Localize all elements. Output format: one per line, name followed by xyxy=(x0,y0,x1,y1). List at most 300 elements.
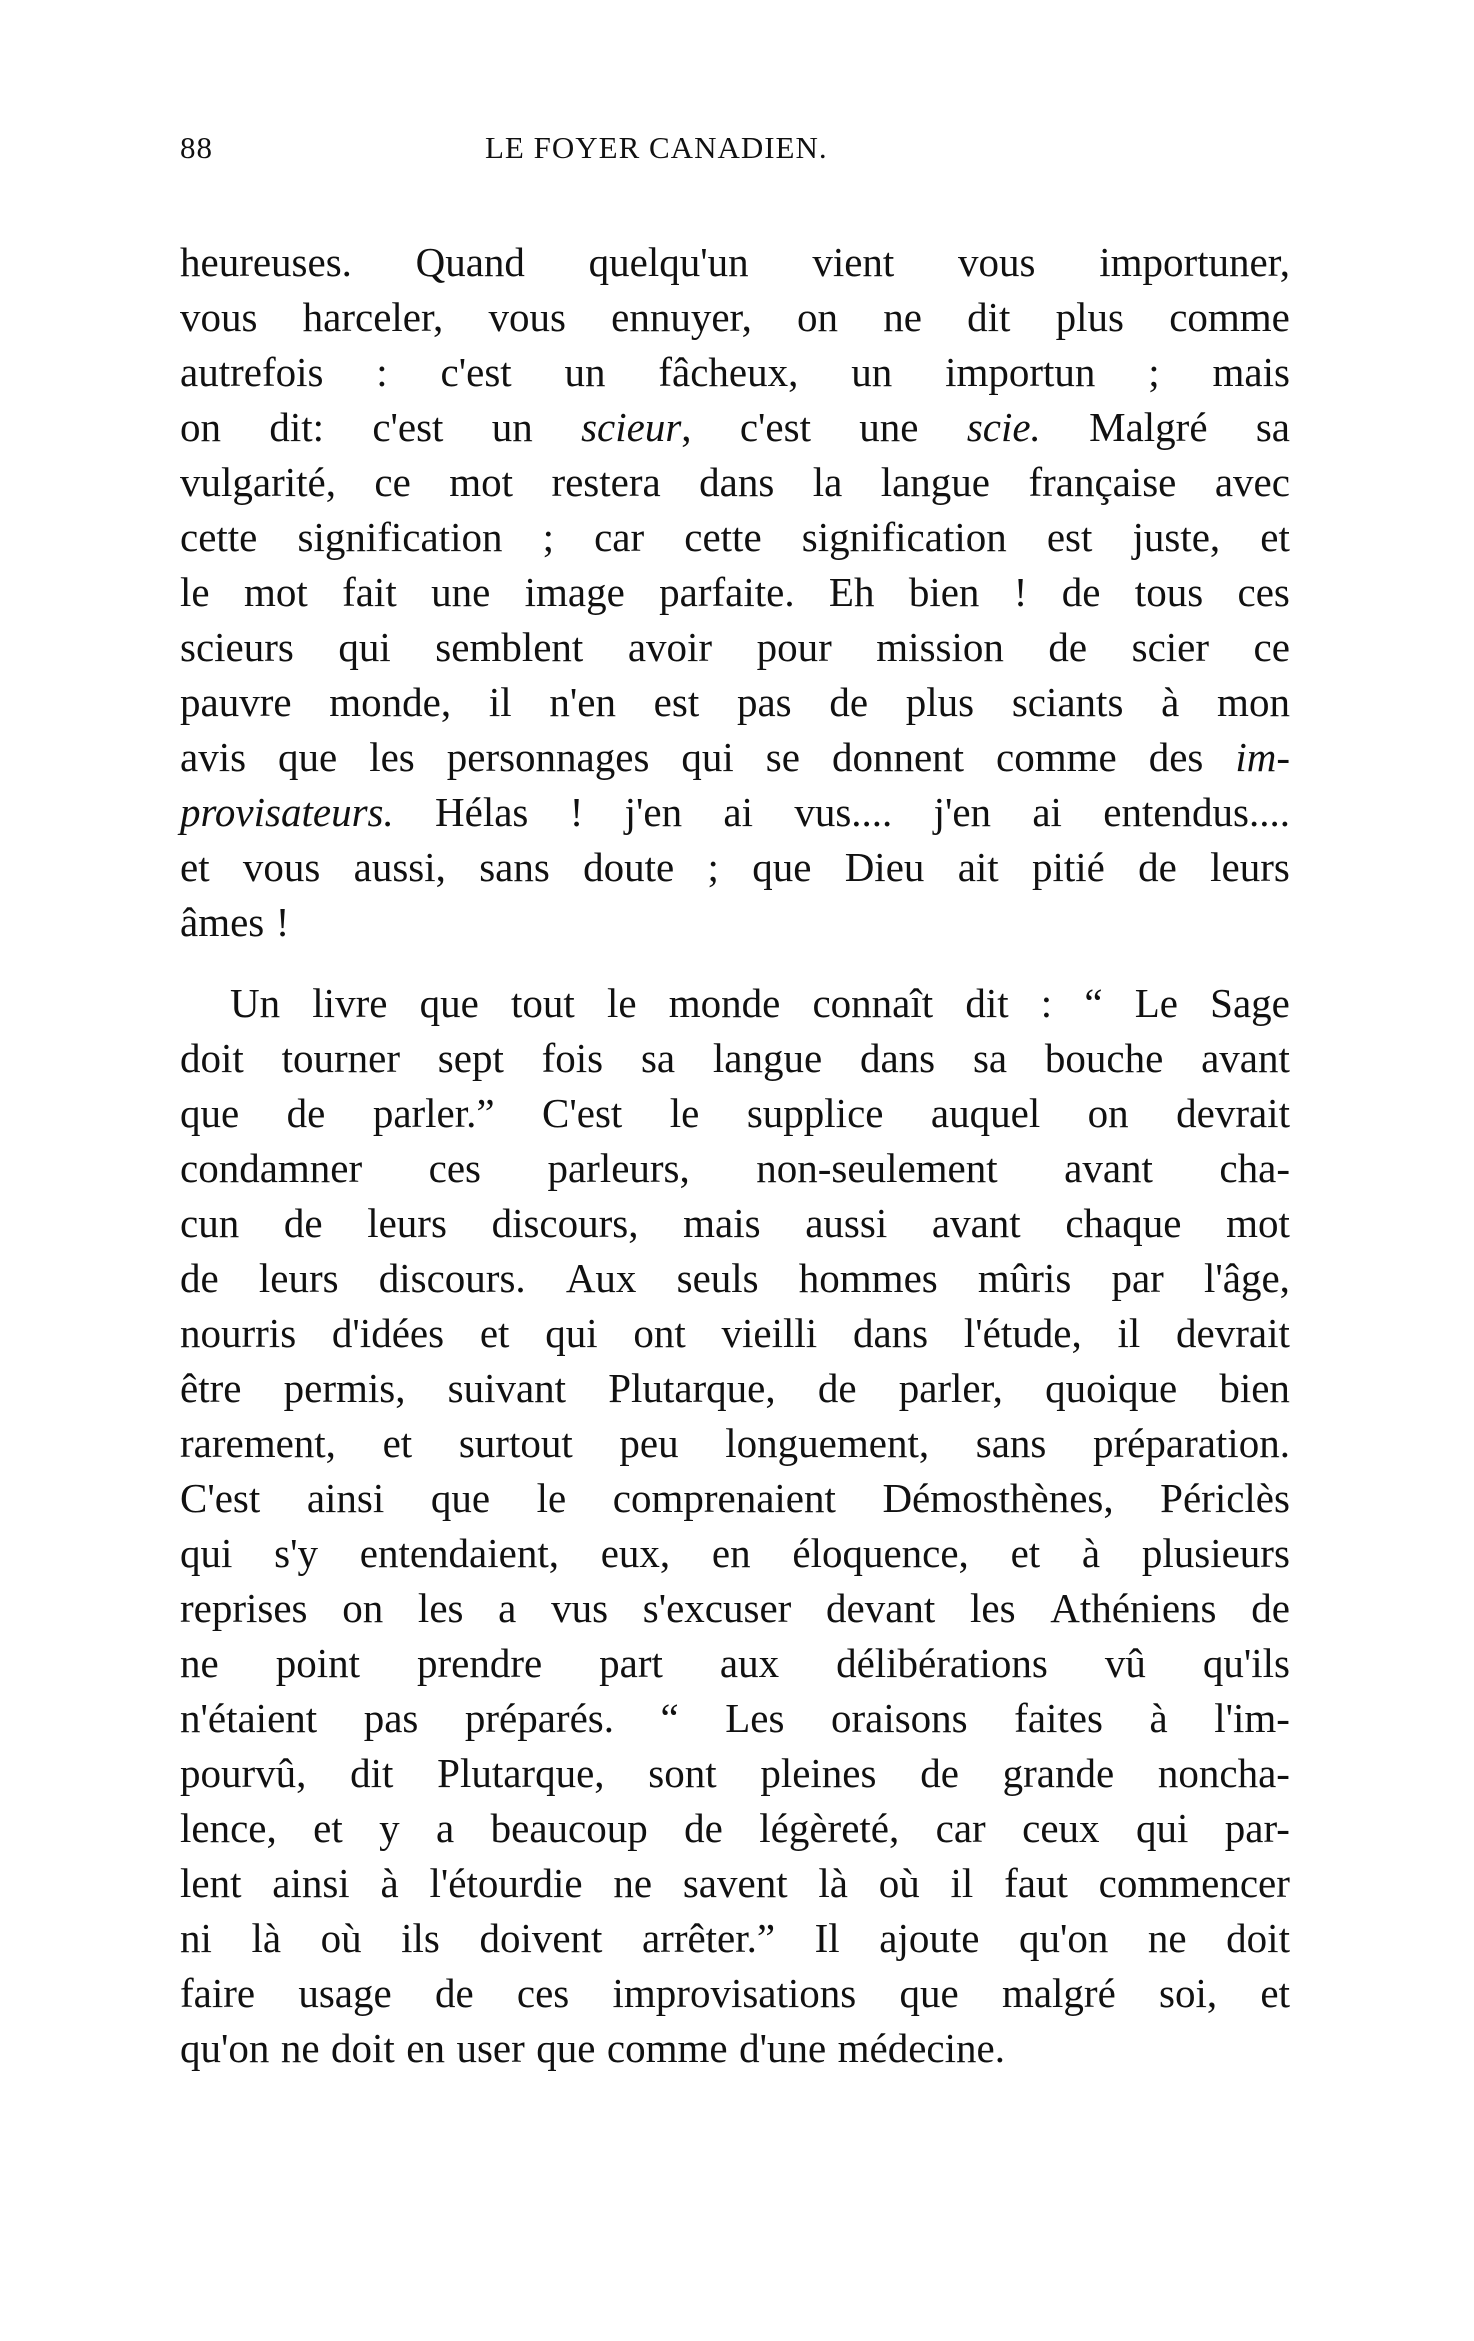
word: ils xyxy=(401,1915,440,1961)
word: de xyxy=(1048,624,1088,670)
word: personnages xyxy=(446,734,650,780)
word: leurs xyxy=(367,1200,447,1246)
word: plus xyxy=(905,679,975,725)
word: mon xyxy=(1217,679,1290,725)
word: quelqu'un xyxy=(588,239,749,285)
word: Les xyxy=(725,1695,785,1741)
word: chaque xyxy=(1065,1200,1182,1246)
word: provisateurs. xyxy=(180,789,394,835)
word: ajoute xyxy=(879,1915,980,1961)
text-line xyxy=(180,895,1290,950)
word: sept xyxy=(437,1035,504,1081)
word: pas xyxy=(363,1695,419,1741)
word: doute xyxy=(583,844,675,890)
word: la xyxy=(812,459,843,505)
word: scieur, xyxy=(581,404,692,450)
word: les xyxy=(970,1585,1016,1631)
word: doit xyxy=(180,1035,244,1081)
word: ce xyxy=(1253,624,1290,670)
word: importuner, xyxy=(1099,239,1290,285)
word: Quand xyxy=(415,239,525,285)
word: en xyxy=(711,1530,751,1576)
word: une xyxy=(431,569,491,615)
text-line xyxy=(180,1251,1290,1306)
word: française xyxy=(1028,459,1177,505)
word: usage xyxy=(298,1970,392,2016)
word: monde, xyxy=(329,679,452,725)
word: j'en xyxy=(933,789,992,835)
word: vient xyxy=(812,239,895,285)
text-line xyxy=(180,1526,1290,1581)
word: qui xyxy=(1135,1805,1189,1851)
text-line xyxy=(180,1581,1290,1636)
word: lent xyxy=(180,1860,242,1906)
word: aussi xyxy=(805,1200,888,1246)
word: les xyxy=(369,734,415,780)
word: j'en xyxy=(624,789,683,835)
word: vous xyxy=(488,294,566,340)
running-title: LE FOYER CANADIEN. xyxy=(485,130,828,165)
word: c'est xyxy=(440,349,512,395)
word: a xyxy=(436,1805,455,1851)
word: comme xyxy=(1169,294,1290,340)
word: ; xyxy=(1148,349,1160,395)
word: sans xyxy=(975,1420,1047,1466)
word: sont xyxy=(648,1750,717,1796)
word: devant xyxy=(826,1585,936,1631)
word: il xyxy=(488,679,512,725)
word: le xyxy=(606,980,637,1026)
word: cha- xyxy=(1219,1145,1290,1191)
word: se xyxy=(765,734,800,780)
word: l'âge, xyxy=(1204,1255,1290,1301)
word: autrefois xyxy=(180,349,324,395)
word: ai xyxy=(723,789,754,835)
word: supplice xyxy=(746,1090,884,1136)
text-line xyxy=(180,1196,1290,1251)
word: qui xyxy=(545,1310,598,1356)
word: Aux xyxy=(565,1255,637,1301)
word: discours, xyxy=(491,1200,639,1246)
word: qu'on xyxy=(180,2025,270,2071)
word: parfaite. xyxy=(659,569,795,615)
word: que xyxy=(430,1475,491,1521)
text-line xyxy=(180,1746,1290,1801)
word: image xyxy=(524,569,625,615)
word: s'excuser xyxy=(642,1585,792,1631)
word: doivent xyxy=(479,1915,603,1961)
word: en xyxy=(406,2025,445,2071)
word: leurs xyxy=(258,1255,339,1301)
word: ne xyxy=(613,1860,653,1906)
word: doit xyxy=(331,2025,395,2071)
word: préparation. xyxy=(1093,1420,1290,1466)
word: le xyxy=(536,1475,567,1521)
word: de xyxy=(283,1200,323,1246)
word: et xyxy=(313,1805,343,1851)
word: longuement, xyxy=(725,1420,930,1466)
word: ces xyxy=(1237,569,1290,615)
word: de xyxy=(434,1970,474,2016)
word: dans xyxy=(699,459,775,505)
word: avant xyxy=(1201,1035,1290,1081)
word: de xyxy=(180,1255,219,1301)
text-line xyxy=(180,1911,1290,1966)
word: faire xyxy=(180,1970,256,2016)
word: soi, xyxy=(1159,1970,1218,2016)
word: peu xyxy=(619,1420,679,1466)
word: et xyxy=(1260,1970,1290,2016)
word: ainsi xyxy=(272,1860,350,1906)
text-line xyxy=(180,1636,1290,1691)
word: ne xyxy=(280,2025,320,2071)
text-line xyxy=(180,1306,1290,1361)
word: est xyxy=(1046,514,1093,560)
word: hommes xyxy=(798,1255,938,1301)
word: ne xyxy=(1147,1915,1187,1961)
word: que xyxy=(752,844,812,890)
text-line xyxy=(180,290,1290,345)
word: l'im- xyxy=(1214,1695,1290,1741)
word: car xyxy=(594,514,645,560)
word: Démosthènes, xyxy=(882,1475,1114,1521)
word: Plutarque, xyxy=(437,1750,605,1796)
word: C'est xyxy=(180,1475,261,1521)
word: légèreté, xyxy=(759,1805,900,1851)
word: où xyxy=(320,1915,362,1961)
word: cun xyxy=(180,1200,240,1246)
page-header xyxy=(180,130,1290,190)
word: là xyxy=(251,1915,282,1961)
word: le xyxy=(180,569,210,615)
word: pleines xyxy=(760,1750,877,1796)
word: et xyxy=(180,844,210,890)
word: harceler, xyxy=(302,294,444,340)
text-line xyxy=(180,976,1290,1031)
word: Dieu xyxy=(844,844,925,890)
word: les xyxy=(417,1585,464,1631)
word: c'est xyxy=(739,404,811,450)
word: qui xyxy=(681,734,734,780)
word: parleurs, xyxy=(547,1145,690,1191)
word: médecine. xyxy=(837,2025,1005,2071)
word: semblent xyxy=(435,624,584,670)
word: rarement, xyxy=(180,1420,336,1466)
text-line xyxy=(180,235,1290,290)
word: mot xyxy=(243,569,308,615)
word: pour xyxy=(756,624,832,670)
word: vû xyxy=(1104,1640,1146,1686)
word: ont xyxy=(633,1310,686,1356)
word: on xyxy=(797,294,839,340)
text-line xyxy=(180,1031,1290,1086)
word: surtout xyxy=(458,1420,573,1466)
word: y xyxy=(379,1805,400,1851)
word: à xyxy=(380,1860,399,1906)
text-line xyxy=(180,400,1290,455)
word: de xyxy=(920,1750,959,1796)
word: tout xyxy=(510,980,575,1026)
word: entendus.... xyxy=(1103,789,1290,835)
word: signification xyxy=(801,514,1007,560)
word: et xyxy=(382,1420,413,1466)
word: improvisations xyxy=(612,1970,857,2016)
word: faites xyxy=(1014,1695,1103,1741)
word: mission xyxy=(876,624,1004,670)
word: donnent xyxy=(831,734,965,780)
word: vus xyxy=(551,1585,609,1631)
word: Un xyxy=(230,980,281,1026)
text-line xyxy=(180,785,1290,840)
text-line xyxy=(180,1471,1290,1526)
word: par- xyxy=(1224,1805,1290,1851)
word: de xyxy=(829,679,869,725)
word: que xyxy=(278,734,338,780)
word: Plutarque, xyxy=(608,1365,776,1411)
word: ne xyxy=(180,1640,219,1686)
text-line xyxy=(180,565,1290,620)
word: et xyxy=(1260,514,1290,560)
word: de xyxy=(1061,569,1101,615)
word: l'étourdie xyxy=(429,1860,583,1906)
word: et xyxy=(479,1310,510,1356)
word: sciants xyxy=(1011,679,1124,725)
word: dit: xyxy=(269,404,324,450)
word: scier xyxy=(1131,624,1210,670)
text-line xyxy=(180,455,1290,510)
word: ces xyxy=(428,1145,481,1191)
word: c'est xyxy=(372,404,444,450)
word: savent xyxy=(682,1860,788,1906)
word: parler.” xyxy=(372,1090,495,1136)
word: langue xyxy=(880,459,991,505)
word: dit xyxy=(967,294,1011,340)
word: dans xyxy=(859,1035,936,1081)
word: discours. xyxy=(378,1255,526,1301)
word: Le xyxy=(1134,980,1178,1026)
word: on xyxy=(180,404,221,450)
word: Hélas xyxy=(435,789,529,835)
word: âmes xyxy=(180,899,265,945)
word: non-seulement xyxy=(756,1145,998,1191)
word: ai xyxy=(1032,789,1062,835)
word: d'une xyxy=(739,2025,827,2071)
word: et xyxy=(1010,1530,1041,1576)
word: qui xyxy=(180,1530,233,1576)
word: un xyxy=(564,349,606,395)
word: ait xyxy=(957,844,999,890)
word: seuls xyxy=(676,1255,759,1301)
word: restera xyxy=(551,459,661,505)
word: Athéniens xyxy=(1050,1585,1217,1631)
word: C'est xyxy=(542,1090,623,1136)
word: bien xyxy=(908,569,980,615)
word: ni xyxy=(180,1915,212,1961)
text-line xyxy=(180,510,1290,565)
word: que xyxy=(536,2025,596,2071)
word: arrêter.” xyxy=(641,1915,776,1961)
body-text xyxy=(180,235,1290,2076)
word: vous xyxy=(180,294,258,340)
word: Périclès xyxy=(1160,1475,1290,1521)
text-line xyxy=(180,1141,1290,1196)
word: aussi, xyxy=(353,844,446,890)
word: sa xyxy=(640,1035,676,1081)
word: mûris xyxy=(977,1255,1072,1301)
word: devrait xyxy=(1176,1310,1290,1356)
text-line xyxy=(180,345,1290,400)
word: prendre xyxy=(416,1640,543,1686)
word: le xyxy=(669,1090,700,1136)
word: livre xyxy=(312,980,388,1026)
word: ainsi xyxy=(306,1475,385,1521)
word: avec xyxy=(1214,459,1290,505)
word: qu'ils xyxy=(1202,1640,1290,1686)
word: Malgré xyxy=(1089,404,1208,450)
word: pas xyxy=(736,679,792,725)
word: comme xyxy=(996,734,1117,780)
word: im- xyxy=(1235,734,1290,780)
word: pauvre xyxy=(180,679,292,725)
word: avant xyxy=(931,1200,1021,1246)
word: leurs xyxy=(1210,844,1290,890)
word: Sage xyxy=(1210,980,1290,1026)
word: avant xyxy=(1064,1145,1153,1191)
word: user xyxy=(456,2025,525,2071)
word: “ xyxy=(1084,980,1103,1026)
word: de xyxy=(1138,844,1177,890)
word: par xyxy=(1111,1255,1164,1301)
word: de xyxy=(684,1805,723,1851)
word: fois xyxy=(541,1035,604,1081)
text-line xyxy=(180,1416,1290,1471)
word: à xyxy=(1161,679,1180,725)
word: de xyxy=(286,1090,326,1136)
word: permis, xyxy=(283,1365,406,1411)
text-line xyxy=(180,730,1290,785)
word: cette xyxy=(684,514,762,560)
word: mot xyxy=(449,459,514,505)
word: éloquence, xyxy=(792,1530,969,1576)
word: mot xyxy=(1226,1200,1290,1246)
word: parler, xyxy=(898,1365,1003,1411)
word: que xyxy=(899,1970,959,2016)
word: un xyxy=(851,349,893,395)
text-line xyxy=(180,620,1290,675)
word: eux, xyxy=(600,1530,671,1576)
word: bien xyxy=(1219,1365,1290,1411)
word: part xyxy=(599,1640,663,1686)
word: comme xyxy=(606,2025,728,2071)
text-line xyxy=(180,2021,1290,2076)
word: faut xyxy=(1004,1860,1068,1906)
text-line xyxy=(180,1691,1290,1746)
word: sans xyxy=(479,844,550,890)
word: vieilli xyxy=(721,1310,818,1356)
word: délibérations xyxy=(836,1640,1048,1686)
text-line xyxy=(180,1966,1290,2021)
word: mais xyxy=(1212,349,1290,395)
word: auquel xyxy=(930,1090,1041,1136)
text-line xyxy=(180,1801,1290,1856)
word: qui xyxy=(338,624,391,670)
text-line xyxy=(180,1856,1290,1911)
word: lence, xyxy=(180,1805,277,1851)
word: de xyxy=(1251,1585,1290,1631)
word: ; xyxy=(542,514,554,560)
text-line xyxy=(180,1086,1290,1141)
word: pitié xyxy=(1031,844,1105,890)
word: est xyxy=(653,679,700,725)
word: être xyxy=(180,1365,242,1411)
word: à xyxy=(1081,1530,1101,1576)
word: heureuses. xyxy=(180,239,352,285)
word: ! xyxy=(275,899,290,945)
word: tous xyxy=(1134,569,1204,615)
word: un xyxy=(491,404,533,450)
word: qu'on xyxy=(1018,1915,1109,1961)
word: fait xyxy=(342,569,397,615)
word: s'y xyxy=(274,1530,318,1576)
book-page xyxy=(180,130,1290,2076)
word: vus.... xyxy=(794,789,893,835)
paragraph-gap xyxy=(180,950,1290,976)
word: ennuyer, xyxy=(611,294,752,340)
word: sa xyxy=(1255,404,1290,450)
word: avis xyxy=(180,734,247,780)
word: ! xyxy=(1013,569,1028,615)
word: : xyxy=(376,349,388,395)
word: on xyxy=(1087,1090,1129,1136)
word: vulgarité, xyxy=(180,459,336,505)
word: a xyxy=(498,1585,517,1631)
word: tourner xyxy=(281,1035,400,1081)
word: Eh xyxy=(828,569,875,615)
word: dit xyxy=(965,980,1009,1026)
text-line xyxy=(180,840,1290,895)
word: Il xyxy=(814,1915,840,1961)
word: d'idées xyxy=(331,1310,445,1356)
word: signification xyxy=(297,514,503,560)
word: entendaient, xyxy=(359,1530,559,1576)
word: “ xyxy=(660,1695,679,1741)
word: : xyxy=(1040,980,1053,1026)
word: n'étaient xyxy=(180,1695,318,1741)
word: des xyxy=(1148,734,1204,780)
word: vous xyxy=(242,844,321,890)
word: juste, xyxy=(1132,514,1221,560)
text-line xyxy=(180,1361,1290,1416)
word: préparés. xyxy=(464,1695,614,1741)
word: importun xyxy=(945,349,1096,395)
word: condamner xyxy=(180,1145,363,1191)
word: suivant xyxy=(447,1365,567,1411)
word: dans xyxy=(852,1310,929,1356)
word: scieurs xyxy=(180,624,294,670)
word: noncha- xyxy=(1157,1750,1290,1796)
word: ce xyxy=(374,459,411,505)
word: plus xyxy=(1055,294,1124,340)
word: connaît xyxy=(812,980,934,1026)
word: bouche xyxy=(1044,1035,1164,1081)
word: scie. xyxy=(966,404,1041,450)
word: point xyxy=(275,1640,360,1686)
word: aux xyxy=(719,1640,780,1686)
word: sa xyxy=(972,1035,1008,1081)
word: ne xyxy=(883,294,922,340)
word: nourris xyxy=(180,1310,297,1356)
word: avoir xyxy=(627,624,713,670)
